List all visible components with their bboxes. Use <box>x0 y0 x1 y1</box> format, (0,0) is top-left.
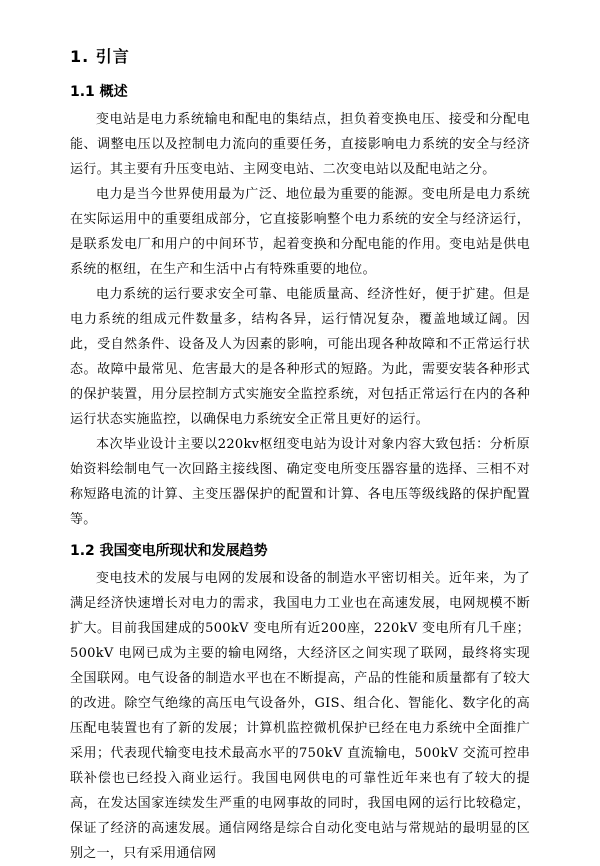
paragraph: 本次毕业设计主要以220kv枢纽变电站为设计对象内容大致包括：分析原始资料绘制电气一次回路主接线图、确定变电所变压器容量的选择、三相不对称短路电流的计算、主变压器保护的配置和计算、各电压等级线路的保护配置等。 <box>70 437 530 527</box>
paragraph: 变电站是电力系统输电和配电的集结点，担负着变换电压、接受和分配电能、调整电压以及控制电力流向的重要任务，直接影响电力系统的安全与经济运行。其主要有升压变电站、主网变电站、二次变电站以及配电站之分。 <box>70 112 530 177</box>
paragraph: 电力是当今世界使用最为广泛、地位最为重要的能源。变电所是电力系统在实际运用中的重要组成部分，它直接影响整个电力系统的安全与经济运行，是联系发电厂和用户的中间环节，起着变换和分配电能的作用。变电站是供电系统的枢纽，在生产和生活中占有特殊重要的地位。 <box>70 187 530 277</box>
section-1-heading: 1. 引言 <box>70 47 130 66</box>
section-1-2-heading: 1.2 我国变电所现状和发展趋势 <box>70 543 268 559</box>
paragraph: 变电技术的发展与电网的发展和设备的制造水平密切相关。近年来，为了满足经济快速增长对电力的需求，我国电力工业也在高速发展，电网规模不断扩大。目前我国建成的500kV 变电所有近200座，220kV 变电所有几千座；500kV 电网已成为主要的输电网络，大经济区之间实现了联网，最终将实现全国联网。电气设备的制造水平也在不断提高，产品的性能和质量都有了较大的改进。除空气绝缘的高压电气设备外，GIS、组合化、智能化、数字化的高压配电装置也有了新的发展；计算机监控微机保护已经在电力系统中全面推广采用；代表现代输变电技术最高水平的750kV 直流输电，500kV 交流可控串联补偿也已经投入商业运行。我国电网供电的可靠性近年来也有了较大的提高，在发达国家连续发生严重的电网事故的同时，我国电网的运行比较稳定，保证了经济的高速发展。通信网络是综合自动化变电站与常规站的最明显的区别之一，只有采用通信网 <box>70 571 530 861</box>
section-1-1-heading: 1.1 概述 <box>70 84 128 100</box>
paragraph: 电力系统的运行要求安全可靠、电能质量高、经济性好，便于扩建。但是电力系统的组成元件数量多，结构各异，运行情况复杂，覆盖地域辽阔。因此，受自然条件、设备及人为因素的影响，可能出现各种故障和不正常运行状态。故障中最常见、危害最大的是各种形式的短路。为此，需要安装各种形式的保护装置，用分层控制方式实施安全监控系统，对包括正常运行在内的各种运行状态实施监控，以确保电力系统安全正常且更好的运行。 <box>70 287 530 427</box>
